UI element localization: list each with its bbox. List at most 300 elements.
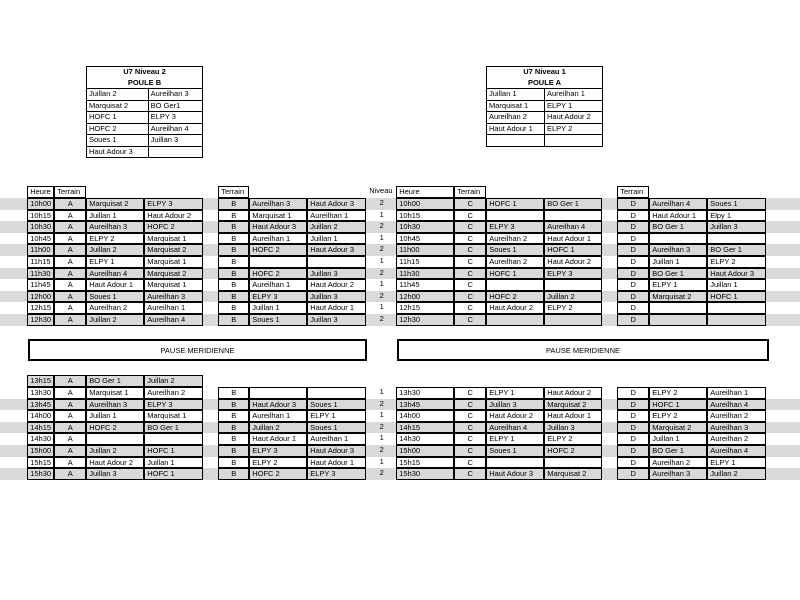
team-cell: Aureilhan 2: [486, 256, 544, 268]
pause-banner-right: PAUSE MERIDIENNE: [397, 339, 769, 361]
team-cell: Aureilhan 3: [649, 244, 707, 256]
court-cell: D: [617, 221, 649, 233]
court-cell: B: [218, 314, 249, 326]
team-cell: Marquisat 2: [649, 422, 707, 434]
pool-b-table: [86, 66, 203, 158]
team-cell: [486, 457, 544, 469]
team-cell: HOFC 2: [544, 445, 602, 457]
schedule-row: [0, 221, 800, 233]
court-cell: A: [54, 387, 86, 399]
court-cell: B: [218, 291, 249, 303]
team-cell: Aureilhan 3: [86, 399, 144, 411]
court-cell: D: [617, 445, 649, 457]
court-cell: D: [617, 233, 649, 245]
time-cell: 14h30: [27, 433, 54, 445]
time-cell: 12h30: [396, 314, 454, 326]
pool-a-team: Haut Adour 1: [487, 123, 545, 135]
schedule-row: [0, 468, 800, 480]
court-cell: A: [54, 314, 86, 326]
team-cell: BO Ger 1: [86, 375, 144, 387]
level-cell: 2: [379, 398, 384, 408]
time-cell: 10h00: [396, 198, 454, 210]
team-cell: Soues 1: [307, 422, 366, 434]
court-cell: C: [454, 210, 486, 222]
time-cell: 14h00: [27, 410, 54, 422]
team-cell: BO Ger 1: [544, 198, 602, 210]
team-cell: Aureilhan 2: [86, 302, 144, 314]
team-cell: ELPY 1: [486, 433, 544, 445]
schedule-row: [0, 279, 800, 291]
court-cell: A: [54, 445, 86, 457]
time-cell: 11h15: [396, 256, 454, 268]
court-cell: A: [54, 268, 86, 280]
team-cell: Aureilhan 1: [307, 433, 366, 445]
level-cell: 2: [379, 314, 384, 323]
team-cell: [707, 233, 766, 245]
court-cell: A: [54, 233, 86, 245]
schedule-row: [0, 244, 800, 256]
time-cell: 11h00: [396, 244, 454, 256]
team-cell: ELPY 1: [86, 256, 144, 268]
pool-a-team: Aureilhan 2: [487, 112, 545, 124]
team-cell: Haut Adour 3: [249, 221, 307, 233]
court-cell: C: [454, 399, 486, 411]
team-cell: HOFC 2: [249, 268, 307, 280]
level-cell: 2: [379, 198, 384, 207]
team-cell: HOFC 2: [486, 291, 544, 303]
court-cell: D: [617, 399, 649, 411]
team-cell: [649, 314, 707, 326]
time-cell: 15h15: [27, 457, 54, 469]
team-cell: Soues 1: [307, 399, 366, 411]
team-cell: Aureilhan 2: [707, 433, 766, 445]
schedule-row: [0, 457, 800, 469]
court-cell: A: [54, 457, 86, 469]
team-cell: Aureilhan 3: [649, 468, 707, 480]
time-cell: 12h15: [396, 302, 454, 314]
pool-a-team: Juillan 1: [487, 89, 545, 101]
court-cell: A: [54, 279, 86, 291]
team-cell: Juillan 1: [307, 233, 366, 245]
time-cell: 15h00: [396, 445, 454, 457]
team-cell: Aureilhan 1: [249, 410, 307, 422]
team-cell: ELPY 2: [707, 256, 766, 268]
time-cell: 12h30: [27, 314, 54, 326]
team-cell: Aureilhan 2: [707, 410, 766, 422]
team-cell: Juillan 1: [707, 279, 766, 291]
team-cell: Aureilhan 1: [249, 279, 307, 291]
schedule-row: [0, 210, 800, 222]
court-cell: D: [617, 256, 649, 268]
court-cell: C: [454, 256, 486, 268]
team-cell: Juillan 3: [544, 422, 602, 434]
pool-b-team: Aureilhan 4: [148, 123, 202, 135]
team-cell: ELPY 2: [249, 457, 307, 469]
level-cell: 1: [379, 302, 384, 312]
level-cell: 2: [379, 445, 384, 454]
court-cell: C: [454, 422, 486, 434]
team-cell: ELPY 3: [144, 198, 203, 210]
team-cell: Juillan 1: [144, 457, 203, 469]
team-cell: Marquisat 1: [86, 387, 144, 399]
schedule-row: [0, 268, 800, 280]
team-cell: Haut Adour 1: [649, 210, 707, 222]
team-cell: [86, 433, 144, 445]
team-cell: [486, 279, 544, 291]
court-cell: C: [454, 233, 486, 245]
team-cell: Juillan 3: [307, 314, 366, 326]
team-cell: Juillan 3: [707, 221, 766, 233]
team-cell: Haut Adour 1: [86, 279, 144, 291]
team-cell: Aureilhan 3: [144, 291, 203, 303]
team-cell: HOFC 2: [249, 468, 307, 480]
court-cell: D: [617, 244, 649, 256]
team-cell: Marquisat 1: [144, 410, 203, 422]
time-cell: 15h00: [27, 445, 54, 457]
court-cell: C: [454, 433, 486, 445]
pool-b-team: Juillan 2: [87, 89, 149, 101]
time-cell: 11h45: [396, 279, 454, 291]
team-cell: Haut Adour 3: [707, 268, 766, 280]
time-cell: 11h30: [27, 268, 54, 280]
team-cell: ELPY 1: [486, 387, 544, 399]
team-cell: HOFC 1: [649, 399, 707, 411]
time-cell: 15h30: [396, 468, 454, 480]
team-cell: Juillan 3: [486, 399, 544, 411]
team-cell: ELPY 3: [544, 268, 602, 280]
time-cell: 13h45: [27, 399, 54, 411]
court-cell: B: [218, 221, 249, 233]
team-cell: Juillan 2: [307, 221, 366, 233]
schedule-row: [0, 410, 800, 422]
team-cell: ELPY 2: [86, 233, 144, 245]
court-cell: A: [54, 256, 86, 268]
court-cell: D: [617, 210, 649, 222]
team-cell: Aureilhan 4: [144, 314, 203, 326]
team-cell: Juillan 2: [544, 291, 602, 303]
court-cell: B: [218, 399, 249, 411]
court-cell: C: [454, 198, 486, 210]
team-cell: Haut Adour 1: [307, 457, 366, 469]
time-cell: 10h45: [27, 233, 54, 245]
time-cell: 14h30: [396, 433, 454, 445]
schedule-row: [0, 198, 800, 210]
court-cell: A: [54, 198, 86, 210]
team-cell: HOFC 1: [707, 291, 766, 303]
court-cell: D: [617, 422, 649, 434]
level-cell: 1: [379, 279, 384, 289]
team-cell: Aureilhan 3: [249, 198, 307, 210]
level-cell: 2: [379, 244, 384, 254]
court-cell: A: [54, 210, 86, 222]
court-cell: B: [218, 445, 249, 457]
header-terrain-d: Terrain: [617, 186, 649, 198]
team-cell: BO Ger 1: [649, 445, 707, 457]
court-cell: D: [617, 198, 649, 210]
court-cell: C: [454, 268, 486, 280]
team-cell: Haut Adour 1: [307, 302, 366, 314]
team-cell: Aureilhan 4: [649, 198, 707, 210]
time-cell: 11h30: [396, 268, 454, 280]
pool-a-team: Aureilhan 1: [545, 89, 603, 101]
court-cell: C: [454, 387, 486, 399]
team-cell: ELPY 2: [649, 410, 707, 422]
team-cell: Haut Adour 1: [544, 410, 602, 422]
team-cell: Haut Adour 3: [249, 399, 307, 411]
team-cell: Juillan 2: [707, 468, 766, 480]
time-cell: 10h30: [27, 221, 54, 233]
time-cell: 15h30: [27, 468, 54, 480]
court-cell: A: [54, 291, 86, 303]
court-cell: D: [617, 302, 649, 314]
court-cell: C: [454, 221, 486, 233]
team-cell: [486, 314, 544, 326]
team-cell: ELPY 3: [307, 468, 366, 480]
time-cell: 10h15: [396, 210, 454, 222]
pool-b-team: Marquisat 2: [87, 100, 149, 112]
court-cell: A: [54, 410, 86, 422]
time-cell: 13h15: [27, 375, 54, 387]
court-cell: C: [454, 410, 486, 422]
court-cell: B: [218, 422, 249, 434]
team-cell: Juillan 3: [86, 468, 144, 480]
team-cell: Aureilhan 4: [86, 268, 144, 280]
court-cell: C: [454, 457, 486, 469]
pool-a-team: ELPY 2: [545, 123, 603, 135]
team-cell: Marquisat 1: [144, 256, 203, 268]
pool-a-subtitle: POULE A: [487, 78, 603, 89]
court-cell: B: [218, 410, 249, 422]
team-cell: [544, 279, 602, 291]
court-cell: A: [54, 375, 86, 387]
court-cell: A: [54, 302, 86, 314]
team-cell: Aureilhan 3: [86, 221, 144, 233]
pool-b-team: Juillan 3: [148, 135, 202, 147]
time-cell: 11h00: [27, 244, 54, 256]
pool-b-team: BO Ger1: [148, 100, 202, 112]
court-cell: B: [218, 210, 249, 222]
schedule-row: [0, 433, 800, 445]
team-cell: Haut Adour 3: [307, 445, 366, 457]
team-cell: [307, 387, 366, 399]
time-cell: 14h15: [396, 422, 454, 434]
court-cell: D: [617, 387, 649, 399]
team-cell: Haut Adour 1: [249, 433, 307, 445]
time-cell: 11h15: [27, 256, 54, 268]
pool-b-subtitle: POULE B: [87, 78, 203, 89]
team-cell: Haut Adour 1: [544, 233, 602, 245]
schedule-row: [0, 422, 800, 434]
pool-a-team: Haut Adour 2: [545, 112, 603, 124]
court-cell: C: [454, 244, 486, 256]
pool-b-team: [148, 146, 202, 158]
court-cell: D: [617, 268, 649, 280]
team-cell: BO Ger 1: [707, 244, 766, 256]
court-cell: A: [54, 422, 86, 434]
team-cell: Marquisat 2: [144, 268, 203, 280]
team-cell: [649, 302, 707, 314]
time-cell: 13h30: [396, 387, 454, 399]
team-cell: Marquisat 2: [649, 291, 707, 303]
time-cell: 10h30: [396, 221, 454, 233]
court-cell: A: [54, 244, 86, 256]
team-cell: Aureilhan 1: [144, 302, 203, 314]
team-cell: HOFC 2: [249, 244, 307, 256]
team-cell: ELPY 3: [249, 445, 307, 457]
team-cell: Haut Adour 2: [144, 210, 203, 222]
time-cell: 10h15: [27, 210, 54, 222]
time-cell: 12h00: [27, 291, 54, 303]
level-cell: 1: [379, 232, 384, 242]
team-cell: Soues 1: [707, 198, 766, 210]
team-cell: HOFC 1: [144, 445, 203, 457]
team-cell: Aureilhan 3: [707, 422, 766, 434]
team-cell: Aureilhan 2: [649, 457, 707, 469]
team-cell: HOFC 2: [144, 221, 203, 233]
team-cell: Aureilhan 2: [486, 233, 544, 245]
team-cell: ELPY 1: [649, 279, 707, 291]
level-cell: 1: [379, 209, 384, 219]
level-cell: 2: [379, 468, 384, 478]
team-cell: Juillan 2: [86, 314, 144, 326]
team-cell: Soues 1: [486, 244, 544, 256]
team-cell: Aureilhan 1: [307, 210, 366, 222]
team-cell: Juillan 3: [307, 268, 366, 280]
court-cell: C: [454, 314, 486, 326]
team-cell: Marquisat 2: [544, 399, 602, 411]
team-cell: HOFC 1: [544, 244, 602, 256]
team-cell: Juillan 3: [307, 291, 366, 303]
court-cell: D: [617, 433, 649, 445]
time-cell: 10h00: [27, 198, 54, 210]
team-cell: Aureilhan 1: [249, 233, 307, 245]
court-cell: A: [54, 399, 86, 411]
team-cell: ELPY 3: [249, 291, 307, 303]
team-cell: Soues 1: [249, 314, 307, 326]
level-cell: 2: [379, 267, 384, 277]
pool-b-team: Aureilhan 3: [148, 89, 202, 101]
team-cell: Aureilhan 4: [486, 422, 544, 434]
team-cell: [307, 256, 366, 268]
court-cell: B: [218, 256, 249, 268]
pool-b-team: HOFC 1: [87, 112, 149, 124]
team-cell: Haut Adour 2: [544, 256, 602, 268]
team-cell: Juillan 1: [249, 302, 307, 314]
pool-a-team: ELPY 1: [545, 100, 603, 112]
court-cell: D: [617, 314, 649, 326]
time-cell: 12h15: [27, 302, 54, 314]
team-cell: Haut Adour 2: [486, 410, 544, 422]
court-cell: B: [218, 279, 249, 291]
team-cell: Haut Adour 3: [486, 468, 544, 480]
pause-banner-left: PAUSE MERIDIENNE: [28, 339, 367, 361]
court-cell: C: [454, 468, 486, 480]
court-cell: D: [617, 279, 649, 291]
pool-b-title: U7 Niveau 2: [87, 67, 203, 78]
pool-b-team: ELPY 3: [148, 112, 202, 124]
team-cell: Marquisat 1: [249, 210, 307, 222]
time-cell: 11h45: [27, 279, 54, 291]
level-cell: 2: [379, 421, 384, 431]
team-cell: Marquisat 2: [144, 244, 203, 256]
team-cell: Juillan 1: [86, 410, 144, 422]
court-cell: B: [218, 244, 249, 256]
team-cell: Elpy 1: [707, 210, 766, 222]
team-cell: [544, 210, 602, 222]
team-cell: Juillan 1: [86, 210, 144, 222]
level-cell: 1: [379, 387, 384, 396]
team-cell: Haut Adour 2: [544, 387, 602, 399]
team-cell: Marquisat 2: [86, 198, 144, 210]
team-cell: BO Ger 1: [649, 268, 707, 280]
team-cell: Juillan 1: [649, 433, 707, 445]
pool-a-team: [487, 135, 545, 147]
court-cell: B: [218, 268, 249, 280]
schedule-row: [0, 256, 800, 268]
schedule-row: [0, 399, 800, 411]
pool-b-team: Soues 1: [87, 135, 149, 147]
team-cell: ELPY 2: [649, 387, 707, 399]
pool-a-team: Marquisat 1: [487, 100, 545, 112]
court-cell: A: [54, 468, 86, 480]
court-cell: B: [218, 198, 249, 210]
team-cell: ELPY 3: [144, 399, 203, 411]
time-cell: 15h15: [396, 457, 454, 469]
team-cell: HOFC 2: [86, 422, 144, 434]
time-cell: 12h00: [396, 291, 454, 303]
pool-b-team: Haut Adour 3: [87, 146, 149, 158]
schedule-row: [0, 445, 800, 457]
time-cell: 14h15: [27, 422, 54, 434]
team-cell: Juillan 1: [649, 256, 707, 268]
team-cell: Aureilhan 2: [144, 387, 203, 399]
team-cell: HOFC 1: [486, 198, 544, 210]
court-cell: D: [617, 291, 649, 303]
pool-a-team: [545, 135, 603, 147]
court-cell: B: [218, 468, 249, 480]
team-cell: Aureilhan 4: [707, 445, 766, 457]
team-cell: Juillan 2: [86, 244, 144, 256]
schedule-header: [0, 186, 800, 198]
level-cell: 1: [379, 456, 384, 466]
team-cell: Juillan 2: [144, 375, 203, 387]
level-cell: 1: [379, 433, 384, 443]
header-terrain-c: Terrain: [454, 186, 486, 198]
team-cell: [544, 457, 602, 469]
team-cell: Haut Adour 3: [307, 244, 366, 256]
court-cell: B: [218, 233, 249, 245]
team-cell: [544, 314, 602, 326]
team-cell: Juillan 2: [249, 422, 307, 434]
team-cell: BO Ger 1: [649, 221, 707, 233]
court-cell: B: [218, 387, 249, 399]
team-cell: ELPY 1: [707, 457, 766, 469]
court-cell: B: [218, 433, 249, 445]
court-cell: B: [218, 302, 249, 314]
time-cell: 13h30: [27, 387, 54, 399]
team-cell: HOFC 1: [486, 268, 544, 280]
team-cell: Haut Adour 2: [486, 302, 544, 314]
team-cell: Haut Adour 2: [86, 457, 144, 469]
team-cell: Soues 1: [486, 445, 544, 457]
team-cell: [649, 233, 707, 245]
court-cell: D: [617, 468, 649, 480]
team-cell: BO Ger 1: [144, 422, 203, 434]
court-cell: D: [617, 410, 649, 422]
team-cell: Juillan 2: [86, 445, 144, 457]
team-cell: ELPY 2: [544, 433, 602, 445]
afternoon-schedule: [0, 387, 800, 487]
